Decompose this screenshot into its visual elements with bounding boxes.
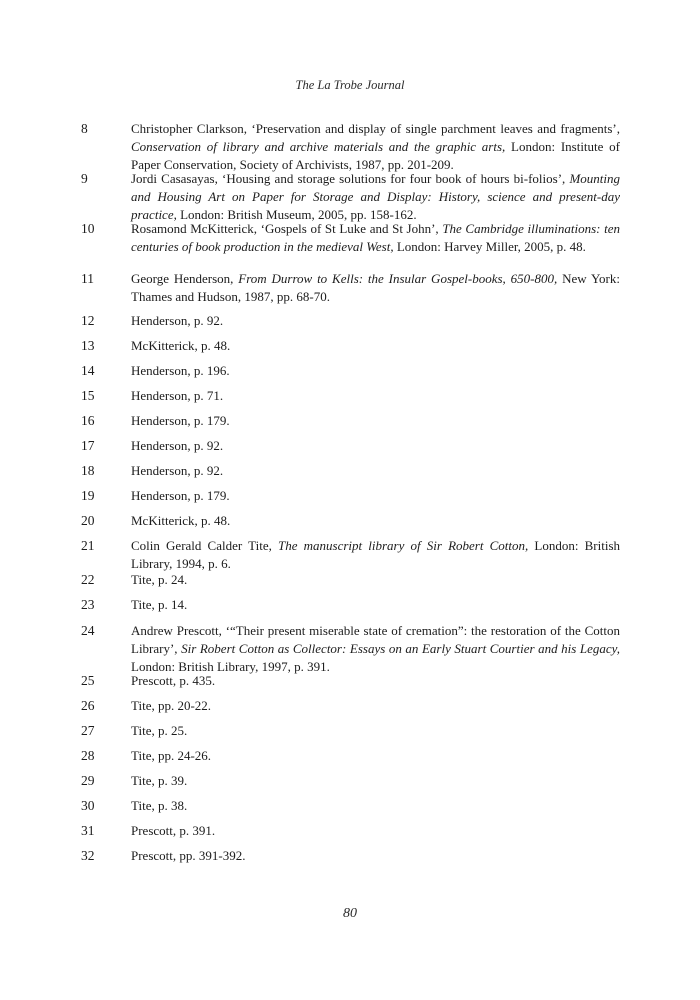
endnote-number: 29 bbox=[81, 773, 95, 788]
endnote-text: Rosamond McKitterick, ‘Gospels of St Luke and St John’, The Cambridge illuminations: ten centuries of book production in the medieval West, London: Harvey Miller, 2005, p. 48. bbox=[131, 221, 620, 254]
endnote-number: 13 bbox=[81, 338, 95, 353]
endnote-number: 25 bbox=[81, 673, 95, 688]
endnote-text: Tite, p. 39. bbox=[131, 773, 188, 788]
endnote-text: Christopher Clarkson, ‘Preservation and display of single parchment leaves and fragments’, Conservation of library and archive materials and the graphic arts, London: Institute of Paper Conservation, Society of Archivists, 1987, pp. 201-209. bbox=[131, 121, 620, 172]
endnote-text: Jordi Casasayas, ‘Housing and storage solutions for four book of hours bi-folios’, Mounting and Housing Art on Paper for Storage and Display: History, science and present-day practice, London: British Museum, 2005, pp. 158-162. bbox=[131, 171, 620, 222]
endnote-text: Tite, p. 25. bbox=[131, 723, 188, 738]
endnote-number: 20 bbox=[81, 513, 95, 528]
endnote-number: 31 bbox=[81, 823, 95, 838]
endnote-text: Henderson, p. 71. bbox=[131, 388, 224, 403]
endnote-text: Henderson, p. 92. bbox=[131, 313, 224, 328]
endnote-number: 16 bbox=[81, 413, 95, 428]
endnote-number: 15 bbox=[81, 388, 95, 403]
endnote-number: 10 bbox=[81, 221, 95, 236]
endnote-number: 14 bbox=[81, 363, 95, 378]
endnote-number: 18 bbox=[81, 463, 95, 478]
page-number: 80 bbox=[343, 906, 357, 921]
endnote-text: McKitterick, p. 48. bbox=[131, 338, 231, 353]
endnote-text: Henderson, p. 196. bbox=[131, 363, 230, 378]
running-header: The La Trobe Journal bbox=[295, 78, 405, 92]
endnote-text: Prescott, pp. 391-392. bbox=[131, 848, 246, 863]
endnote-text: Tite, p. 24. bbox=[131, 572, 188, 587]
endnote-number: 19 bbox=[81, 488, 95, 503]
endnote-text: Tite, pp. 20-22. bbox=[131, 698, 212, 713]
endnote-number: 30 bbox=[81, 798, 95, 813]
endnote-text: Henderson, p. 92. bbox=[131, 438, 224, 453]
endnote-number: 17 bbox=[81, 438, 95, 453]
endnote-number: 8 bbox=[81, 121, 88, 136]
endnote-number: 12 bbox=[81, 313, 95, 328]
endnote-number: 21 bbox=[81, 538, 95, 553]
endnote-text: Prescott, p. 435. bbox=[131, 673, 216, 688]
endnote-text: Tite, pp. 24-26. bbox=[131, 748, 212, 763]
endnote-number: 23 bbox=[81, 597, 95, 612]
endnote-text: Andrew Prescott, ‘“Their present miserable state of cremation”: the restoration of the Cotton Library’, Sir Robert Cotton as Collector: Essays on an Early Stuart Courtier and his Legacy, London: British Library, 1997, p. 391. bbox=[131, 623, 620, 674]
endnote-number: 22 bbox=[81, 572, 95, 587]
endnote-text: George Henderson, From Durrow to Kells: the Insular Gospel-books, 650-800, New York: Thames and Hudson, 1987, pp. 68-70. bbox=[131, 271, 620, 304]
endnote-number: 28 bbox=[81, 748, 95, 763]
endnote-text: Tite, p. 38. bbox=[131, 798, 188, 813]
endnote-text: Henderson, p. 92. bbox=[131, 463, 224, 478]
endnote-text: McKitterick, p. 48. bbox=[131, 513, 231, 528]
endnote-number: 32 bbox=[81, 848, 95, 863]
endnote-text: Henderson, p. 179. bbox=[131, 488, 230, 503]
endnote-number: 9 bbox=[81, 171, 88, 186]
endnote-text: Tite, p. 14. bbox=[131, 597, 188, 612]
endnote-number: 11 bbox=[81, 271, 94, 286]
endnote-number: 27 bbox=[81, 723, 95, 738]
endnote-text: Henderson, p. 179. bbox=[131, 413, 230, 428]
endnote-text: Prescott, p. 391. bbox=[131, 823, 216, 838]
endnote-number: 24 bbox=[81, 623, 95, 638]
endnote-text: Colin Gerald Calder Tite, The manuscript library of Sir Robert Cotton, London: British Library, 1994, p. 6. bbox=[131, 538, 620, 571]
endnote-number: 26 bbox=[81, 698, 95, 713]
